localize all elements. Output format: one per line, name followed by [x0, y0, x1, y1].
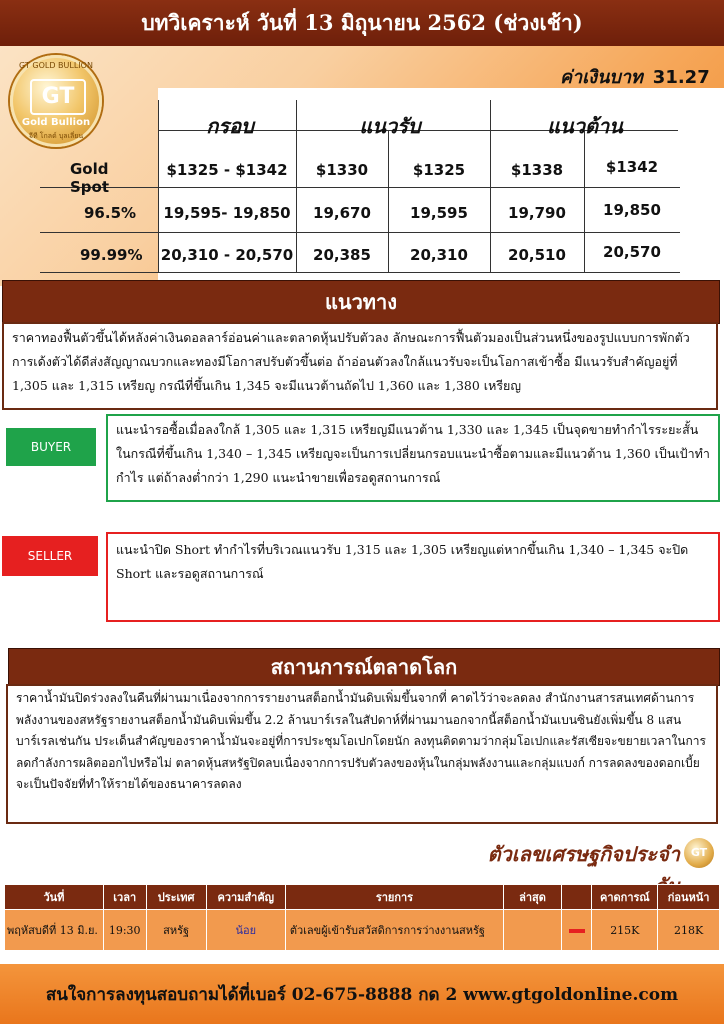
table-rule — [40, 232, 680, 233]
range-cell: 19,595- 19,850 — [163, 204, 291, 222]
seller-label: SELLER — [2, 536, 98, 576]
support-1-cell: $1330 — [315, 161, 369, 179]
table-divider — [584, 130, 585, 272]
importance-cell: น้อย — [206, 910, 285, 951]
buyer-text: แนะนำรอซื้อเมื่อลงใกล้ 1,305 และ 1,315 เหรียญมีแนวต้าน 1,330 และ 1,345 เป็นจุดขายทำกำไรระยะสั้น ในกรณีที่ขึ้นเกิน 1,340 – 1,345 เหรียญจะเป็นการเปลี่ยนกรอบแนะนำซื้อตามและมีแนวต้าน 1,360 เป็นเป้าทำกำไร แต่ถ้าลงต่ำกว่า 1,290 แนะนำขายเพื่อรอดูสถานการณ์ — [116, 422, 710, 485]
column-header-resistance: แนวต้าน — [547, 114, 623, 138]
resistance-2-cell: 20,570 — [603, 243, 661, 261]
previous-cell: 218K — [658, 910, 720, 951]
trend-box — [2, 322, 718, 410]
column-header: ก่อนหน้า — [658, 885, 720, 910]
range-cell: 20,310 - 20,570 — [160, 246, 294, 264]
row-label: 96.5% — [84, 204, 137, 222]
exchange-rate-value: 31.27 — [652, 67, 710, 88]
support-1-cell: 20,385 — [313, 246, 371, 264]
column-header: รายการ — [285, 885, 503, 910]
column-header: ความสำคัญ — [206, 885, 285, 910]
column-header: เวลา — [103, 885, 146, 910]
resistance-1-cell: 20,510 — [508, 246, 566, 264]
world-market-heading: สถานการณ์ตลาดโลก — [8, 648, 720, 686]
forecast-cell: 215K — [592, 910, 658, 951]
support-2-cell: 20,310 — [410, 246, 468, 264]
company-logo — [10, 55, 102, 147]
table-divider — [158, 100, 159, 272]
row-label: Gold Spot — [70, 160, 110, 196]
country-cell: สหรัฐ — [146, 910, 206, 951]
column-header — [561, 885, 592, 910]
item-cell: ตัวเลขผู้เข้ารับสวัสดิการการว่างงานสหรัฐ — [285, 910, 503, 951]
latest-cell — [504, 910, 562, 951]
time-cell: 19:30 — [103, 910, 146, 951]
buyer-label: BUYER — [6, 428, 96, 466]
column-header-support: แนวรับ — [359, 114, 421, 138]
support-1-cell: 19,670 — [313, 204, 371, 222]
table-rule — [40, 272, 680, 273]
resistance-1-cell: $1338 — [510, 161, 564, 179]
logo-name: Gold Bullion — [21, 117, 91, 128]
logo-mark: GT — [30, 79, 86, 115]
table-divider — [490, 100, 491, 272]
column-header: วันที่ — [5, 885, 104, 910]
row-label: 99.99% — [80, 246, 143, 264]
exchange-rate — [560, 62, 710, 91]
indicator-cell — [561, 910, 592, 951]
negative-indicator-icon — [569, 929, 585, 933]
small-logo-icon: GT — [684, 838, 714, 868]
column-header-range: กรอบ — [206, 114, 254, 138]
resistance-2-cell: $1342 — [605, 158, 659, 176]
column-header: ล่าสุด — [504, 885, 562, 910]
contact-footer: สนใจการลงทุนสอบถามได้ที่เบอร์ 02-675-8888 กด 2 www.gtgoldonline.com — [0, 964, 724, 1024]
column-header: ประเทศ — [146, 885, 206, 910]
range-cell: $1325 - $1342 — [166, 161, 288, 179]
table-divider — [388, 130, 389, 272]
table-row — [5, 910, 720, 951]
page-title: บทวิเคราะห์ วันที่ 13 มิถุนายน 2562 (ช่วงเช้า) — [0, 0, 724, 46]
trend-text: ราคาทองฟื้นตัวขึ้นได้หลังค่าเงินดอลลาร์อ่อนค่าและตลาดหุ้นปรับตัวลง ลักษณะการฟื้นตัวมองเป็นส่วนหนึ่งของรูปแบบการพักตัว การเด้งตัวได้ดีส่งสัญญาณบวกและทองมีโอกาสปรับตัวขึ้นต่อ ถ้าอ่อนตัวลงใกล้แนวรับจะเป็นโอกาสเข้าซื้อ มีแนวรับสำคัญอยู่ที่ 1,305 และ 1,315 เหรียญ กรณีที่ขึ้นเกิน 1,345 จะมีแนวต้านถัดไป 1,360 และ 1,380 เหรียญ — [12, 330, 690, 393]
table-header-row — [5, 885, 720, 910]
world-market-text: ราคาน้ำมันปิดร่วงลงในคืนที่ผ่านมาเนื่องจากการรายงานสต็อกน้ำมันดิบเพิ่มขึ้นจากที่ คาดไว้ว่าจะลดลง สำนักงานสารสนเทศด้านการพลังงานของสหรัฐรายงานสต็อกน้ำมันดิบเพิ่มขึ้น 2.2 ล้านบาร์เรลในสัปดาห์ที่ผ่านมานอกจากนี้สต็อกน้ำมันเบนซินยังเพิ่มขึ้น 8 แสนบาร์เรลเช่นกัน ประเด็นสำคัญของราคาน้ำมันจะอยู่ที่การประชุมโอเปกโดยนัก ลงทุนติดตามว่ากลุ่มโอเปกและรัสเซียจะขยายเวลาในการลดกำลังการผลิตออกไปหรือไม่ ตลาดหุ้นสหรัฐปิดลบเนื่องจากการปรับตัวลงของหุ้นในกลุ่มพลังงานและกลุ่มแบงก์ การลดลงของดอกเบี้ยจะเป็นปัจจัยที่ทำให้รายได้ของธนาคารลดลง — [16, 691, 706, 791]
table-divider — [296, 100, 297, 272]
seller-box — [106, 532, 720, 622]
logo-top-text: GT GOLD BULLION — [19, 61, 93, 70]
seller-text: แนะนำปิด Short ทำกำไรที่บริเวณแนวรับ 1,315 และ 1,305 เหรียญแต่หากขึ้นเกิน 1,340 – 1,345 จะปิด Short และรอดูสถานการณ์ — [116, 542, 689, 581]
resistance-1-cell: 19,790 — [508, 204, 566, 222]
buyer-box — [106, 414, 720, 502]
world-market-box — [6, 684, 718, 824]
exchange-rate-label: ค่าเงินบาท — [560, 67, 643, 88]
logo-tagline: จีที โกลด์ บุลเลี่ยน — [28, 132, 84, 140]
trend-heading: แนวทาง — [2, 280, 720, 324]
column-header: คาดการณ์ — [592, 885, 658, 910]
date-cell: พฤหัสบดีที่ 13 มิ.ย. — [5, 910, 104, 951]
econ-calendar-table — [4, 884, 720, 951]
resistance-2-cell: 19,850 — [603, 201, 661, 219]
support-2-cell: $1325 — [412, 161, 466, 179]
econ-calendar-title: ตัวเลขเศรษฐกิจประจำ — [487, 842, 680, 866]
support-2-cell: 19,595 — [410, 204, 468, 222]
